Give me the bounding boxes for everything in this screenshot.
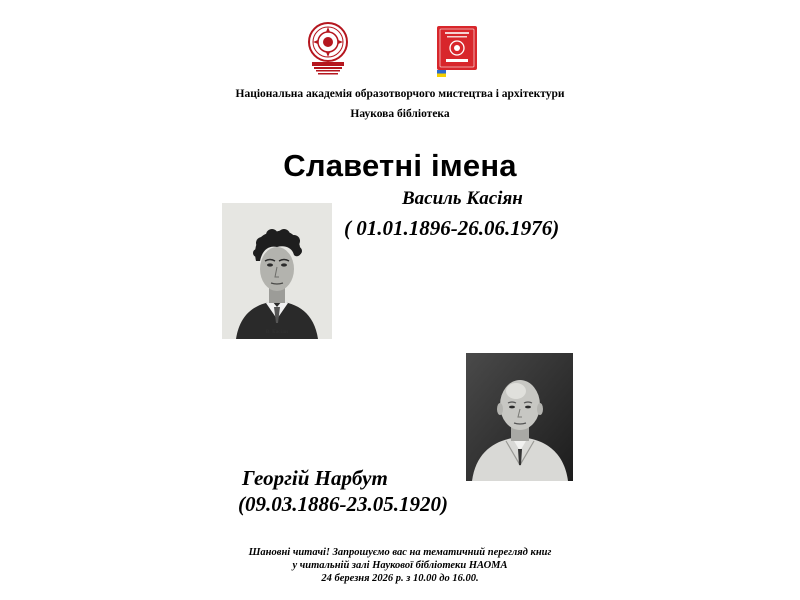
portrait-photo-kasiian (222, 203, 332, 339)
library-book-icon (433, 24, 483, 78)
portrait-caption: В. Касіян (265, 330, 289, 335)
invitation-line-1: Шановні читачі! Запрошуємо вас на тематичний перегляд книг (248, 547, 552, 558)
person-dates-kasiian: ( 01.01.1896-26.06.1976) (344, 216, 560, 240)
person-name-narbut: Георгій Нарбут (242, 466, 388, 490)
person-dates-narbut: (09.03.1886-23.05.1920) (238, 492, 448, 516)
portrait-photo-narbut (466, 353, 573, 481)
invitation-line-2: у читальній залі Наукової бібліотеки НАОМА (292, 560, 508, 571)
invitation-line-3: 24 березня 2026 р. з 10.00 до 16.00. (321, 573, 479, 584)
person-name-kasiian: Василь Касіян (402, 188, 523, 209)
page-title: Славетні імена (283, 148, 517, 183)
department-name: Наукова бібліотека (350, 108, 450, 120)
organization-name: Національна академія образотворчого мистецтва і архітектури (235, 88, 565, 100)
academy-emblem-icon (300, 20, 356, 78)
